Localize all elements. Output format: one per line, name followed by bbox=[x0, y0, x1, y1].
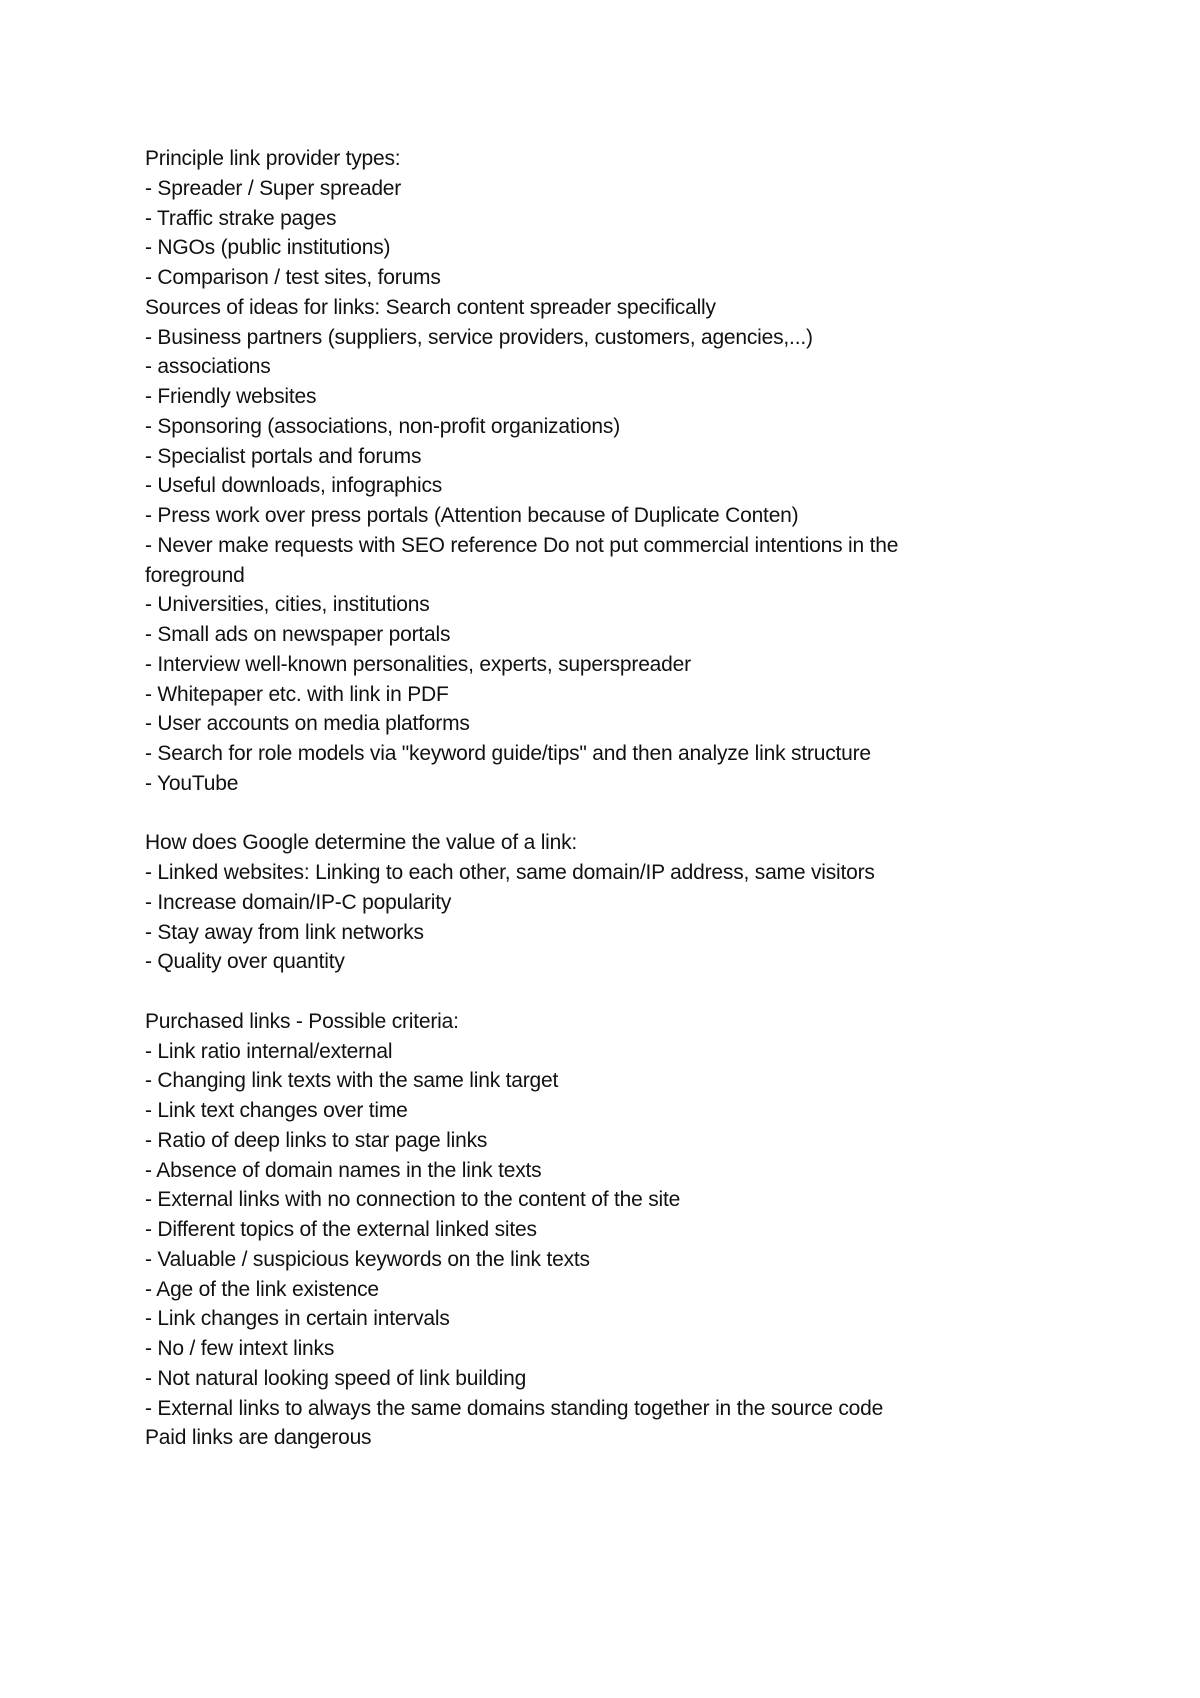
heading-link-provider-types: Principle link provider types: bbox=[145, 147, 401, 170]
list-item: - Link changes in certain intervals bbox=[145, 1307, 450, 1331]
list-item: - Never make requests with SEO reference Do not put commercial intentions in the bbox=[145, 533, 899, 557]
closing-statement: Paid links are dangerous bbox=[145, 1426, 372, 1450]
blank-line bbox=[145, 977, 1155, 1007]
list-item: - associations bbox=[145, 355, 271, 379]
list-item: - Valuable / suspicious keywords on the link texts bbox=[145, 1247, 590, 1271]
list-item: - Comparison / test sites, forums bbox=[145, 266, 441, 289]
list-item: - External links with no connection to the content of the site bbox=[145, 1188, 681, 1212]
list-item: - Not natural looking speed of link building bbox=[145, 1366, 527, 1390]
list-item: - Ratio of deep links to star page links bbox=[145, 1128, 488, 1152]
list-item: - Interview well-known personalities, experts, superspreader bbox=[145, 652, 691, 676]
list-item: - Sponsoring (associations, non-profit organizations) bbox=[145, 414, 620, 438]
list-item-continuation: foreground bbox=[145, 563, 245, 587]
list-item: - Different topics of the external linked sites bbox=[145, 1218, 537, 1241]
list-item: - External links to always the same domains standing together in the source code bbox=[145, 1396, 884, 1420]
list-item: - Whitepaper etc. with link in PDF bbox=[145, 682, 449, 706]
list-item: - Spreader / Super spreader bbox=[145, 176, 402, 200]
list-item: - Search for role models via "keyword guide/tips" and then analyze link structure bbox=[145, 742, 871, 765]
list-item: - Universities, cities, institutions bbox=[145, 593, 430, 617]
list-item: - Link ratio internal/external bbox=[145, 1039, 393, 1063]
list-item: - Useful downloads, infographics bbox=[145, 474, 443, 498]
list-item: - Link text changes over time bbox=[145, 1099, 408, 1122]
list-item: - Small ads on newspaper portals bbox=[145, 623, 451, 646]
list-item: - Absence of domain names in the link texts bbox=[145, 1158, 542, 1182]
list-item: - Press work over press portals (Attention because of Duplicate Conten) bbox=[145, 504, 799, 527]
list-item: - YouTube bbox=[145, 771, 239, 795]
heading-sources-of-ideas: Sources of ideas for links: Search content spreader specifically bbox=[145, 295, 716, 319]
blank-line bbox=[145, 799, 1155, 829]
list-item: - Traffic strake pages bbox=[145, 206, 337, 230]
list-item: - Age of the link existence bbox=[145, 1277, 379, 1301]
heading-purchased-links: Purchased links - Possible criteria: bbox=[145, 1009, 459, 1033]
list-item: - Linked websites: Linking to each other, same domain/IP address, same visitors bbox=[145, 861, 875, 884]
list-item: - Friendly websites bbox=[145, 385, 317, 408]
list-item: - Business partners (suppliers, service providers, customers, agencies,...) bbox=[145, 325, 813, 349]
list-item: - Changing link texts with the same link target bbox=[145, 1069, 559, 1093]
list-item: - Stay away from link networks bbox=[145, 920, 424, 944]
heading-google-link-value: How does Google determine the value of a link: bbox=[145, 831, 578, 855]
document-body bbox=[145, 144, 1155, 1453]
list-item: - No / few intext links bbox=[145, 1337, 335, 1360]
list-item: - Quality over quantity bbox=[145, 950, 345, 974]
list-item: - Increase domain/IP-C popularity bbox=[145, 890, 452, 914]
list-item: - Specialist portals and forums bbox=[145, 444, 422, 468]
list-item: - User accounts on media platforms bbox=[145, 712, 470, 736]
list-item: - NGOs (public institutions) bbox=[145, 236, 391, 260]
